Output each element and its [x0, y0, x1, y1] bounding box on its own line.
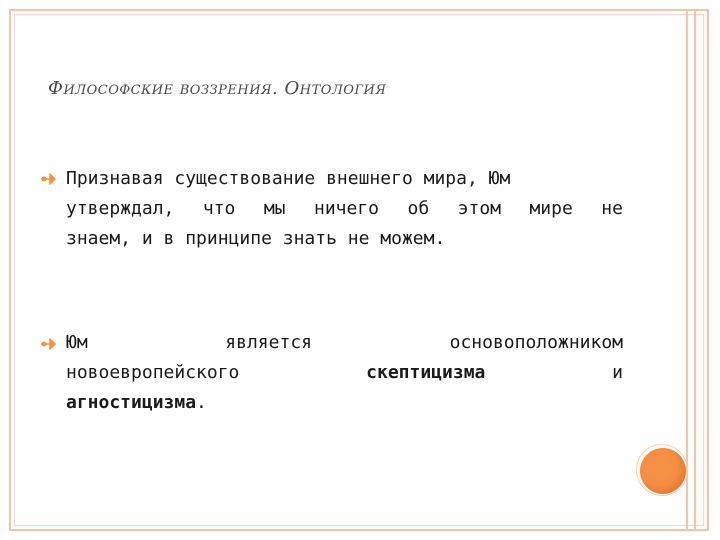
text-word: утверждал,	[66, 198, 175, 219]
text-word: Юм	[66, 332, 88, 353]
text-word: ничего	[313, 198, 380, 219]
text-word: мире	[529, 198, 573, 219]
text-word: не	[601, 198, 623, 219]
bullet-arrow-icon	[40, 172, 56, 186]
text-word-bold: агностицизма	[66, 392, 197, 413]
text-word: мы	[263, 198, 286, 219]
frame-stripe	[694, 9, 696, 531]
text-line	[66, 224, 623, 254]
frame-stripe	[686, 9, 688, 531]
slide-title	[48, 78, 386, 99]
text-line	[66, 388, 623, 418]
text-word-bold: скептицизма	[366, 362, 486, 383]
bullet-arrow-icon	[40, 337, 56, 351]
text-word: новоевропейского	[66, 362, 240, 383]
text-word: что	[202, 198, 236, 219]
text-word: и	[612, 362, 623, 383]
text-line	[66, 194, 623, 224]
title-sub: Онтология	[284, 78, 387, 99]
text-word: является	[225, 332, 312, 353]
text-segment: Признавая существование внешнего мира, Юм	[66, 168, 511, 189]
text-word: этом	[457, 198, 501, 219]
text-line	[66, 328, 623, 358]
text-segment: знаем, и в принципе знать не можем.	[66, 228, 446, 249]
bullet-text-2	[66, 328, 623, 418]
title-main: Философские воззрения.	[48, 78, 279, 99]
text-line	[66, 164, 623, 194]
bullet-text-1	[66, 164, 623, 254]
text-line	[66, 358, 623, 388]
text-word: об	[407, 198, 430, 219]
text-punct: .	[196, 392, 207, 413]
text-word: основоположником	[449, 332, 623, 353]
decorative-circle	[640, 448, 686, 494]
